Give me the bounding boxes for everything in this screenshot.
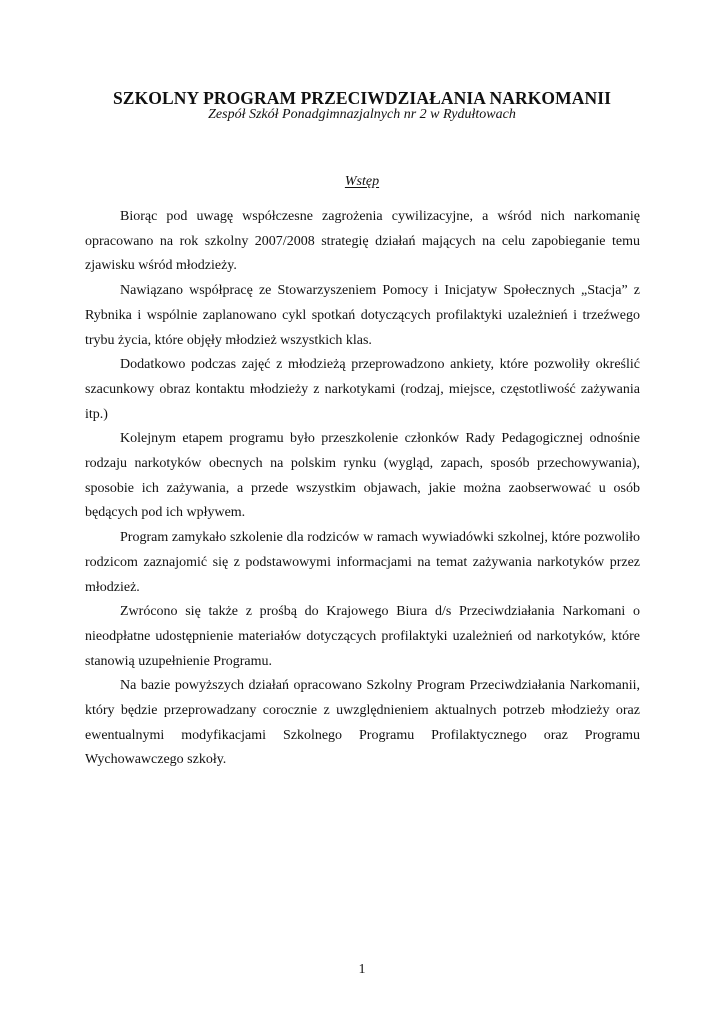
body-text xyxy=(85,205,640,773)
paragraph: Kolejnym etapem programu było przeszkolenie członków Rady Pedagogicznej odnośnie rodzaju narkotyków obecnych na polskim rynku (wygląd, zapach, sposób przechowywania), sposobie ich zażywania, a przede wszystkim objawach, jakie można zaobserwować u osób będących pod ich wpływem. xyxy=(85,431,640,521)
paragraph: Biorąc pod uwagę współczesne zagrożenia cywilizacyjne, a wśród nich narkomanię opracowano na rok szkolny 2007/2008 strategię działań mających na celu zapobieganie temu zjawisku wśród młodzieży. xyxy=(85,209,640,274)
section-heading: Wstęp xyxy=(344,174,380,189)
document-title: SZKOLNY PROGRAM PRZECIWDZIAŁANIA NARKOMANII xyxy=(112,88,612,108)
paragraph: Nawiązano współpracę ze Stowarzyszeniem Pomocy i Inicjatyw Społecznych „Stacja” z Rybnika i wspólnie zaplanowano cykl spotkań dotyczących profilaktyki uzależnień i trzeźwego trybu życia, które objęły młodzież wszystkich klas. xyxy=(85,283,640,348)
paragraph: Dodatkowo podczas zajęć z młodzieżą przeprowadzono ankiety, które pozwoliły określić szacunkowy obraz kontaktu młodzieży z narkotykami (rodzaj, miejsce, częstotliwość zażywania itp.) xyxy=(85,357,640,422)
paragraph: Zwrócono się także z prośbą do Krajowego Biura d/s Przeciwdziałania Narkomani o nieodpłatne udostępnienie materiałów dotyczących profilaktyki uzależnień od narkotyków, które stanowią uzupełnienie Programu. xyxy=(85,604,640,669)
document-subtitle: Zespół Szkół Ponadgimnazjalnych nr 2 w Rydułtowach xyxy=(208,107,516,122)
paragraph: Program zamykało szkolenie dla rodziców w ramach wywiadówki szkolnej, które pozwoliło rodzicom zaznajomić się z podstawowymi informacjami na temat zażywania narkotyków przez młodzież. xyxy=(85,530,640,595)
page-number: 1 xyxy=(358,962,366,977)
paragraph: Na bazie powyższych działań opracowano Szkolny Program Przeciwdziałania Narkomanii, który będzie przeprowadzany corocznie z uwzględnieniem aktualnych potrzeb młodzieży oraz ewentualnymi modyfikacjami Szkolnego Programu Profilaktycznego oraz Programu Wychowawczego szkoły. xyxy=(85,678,640,768)
